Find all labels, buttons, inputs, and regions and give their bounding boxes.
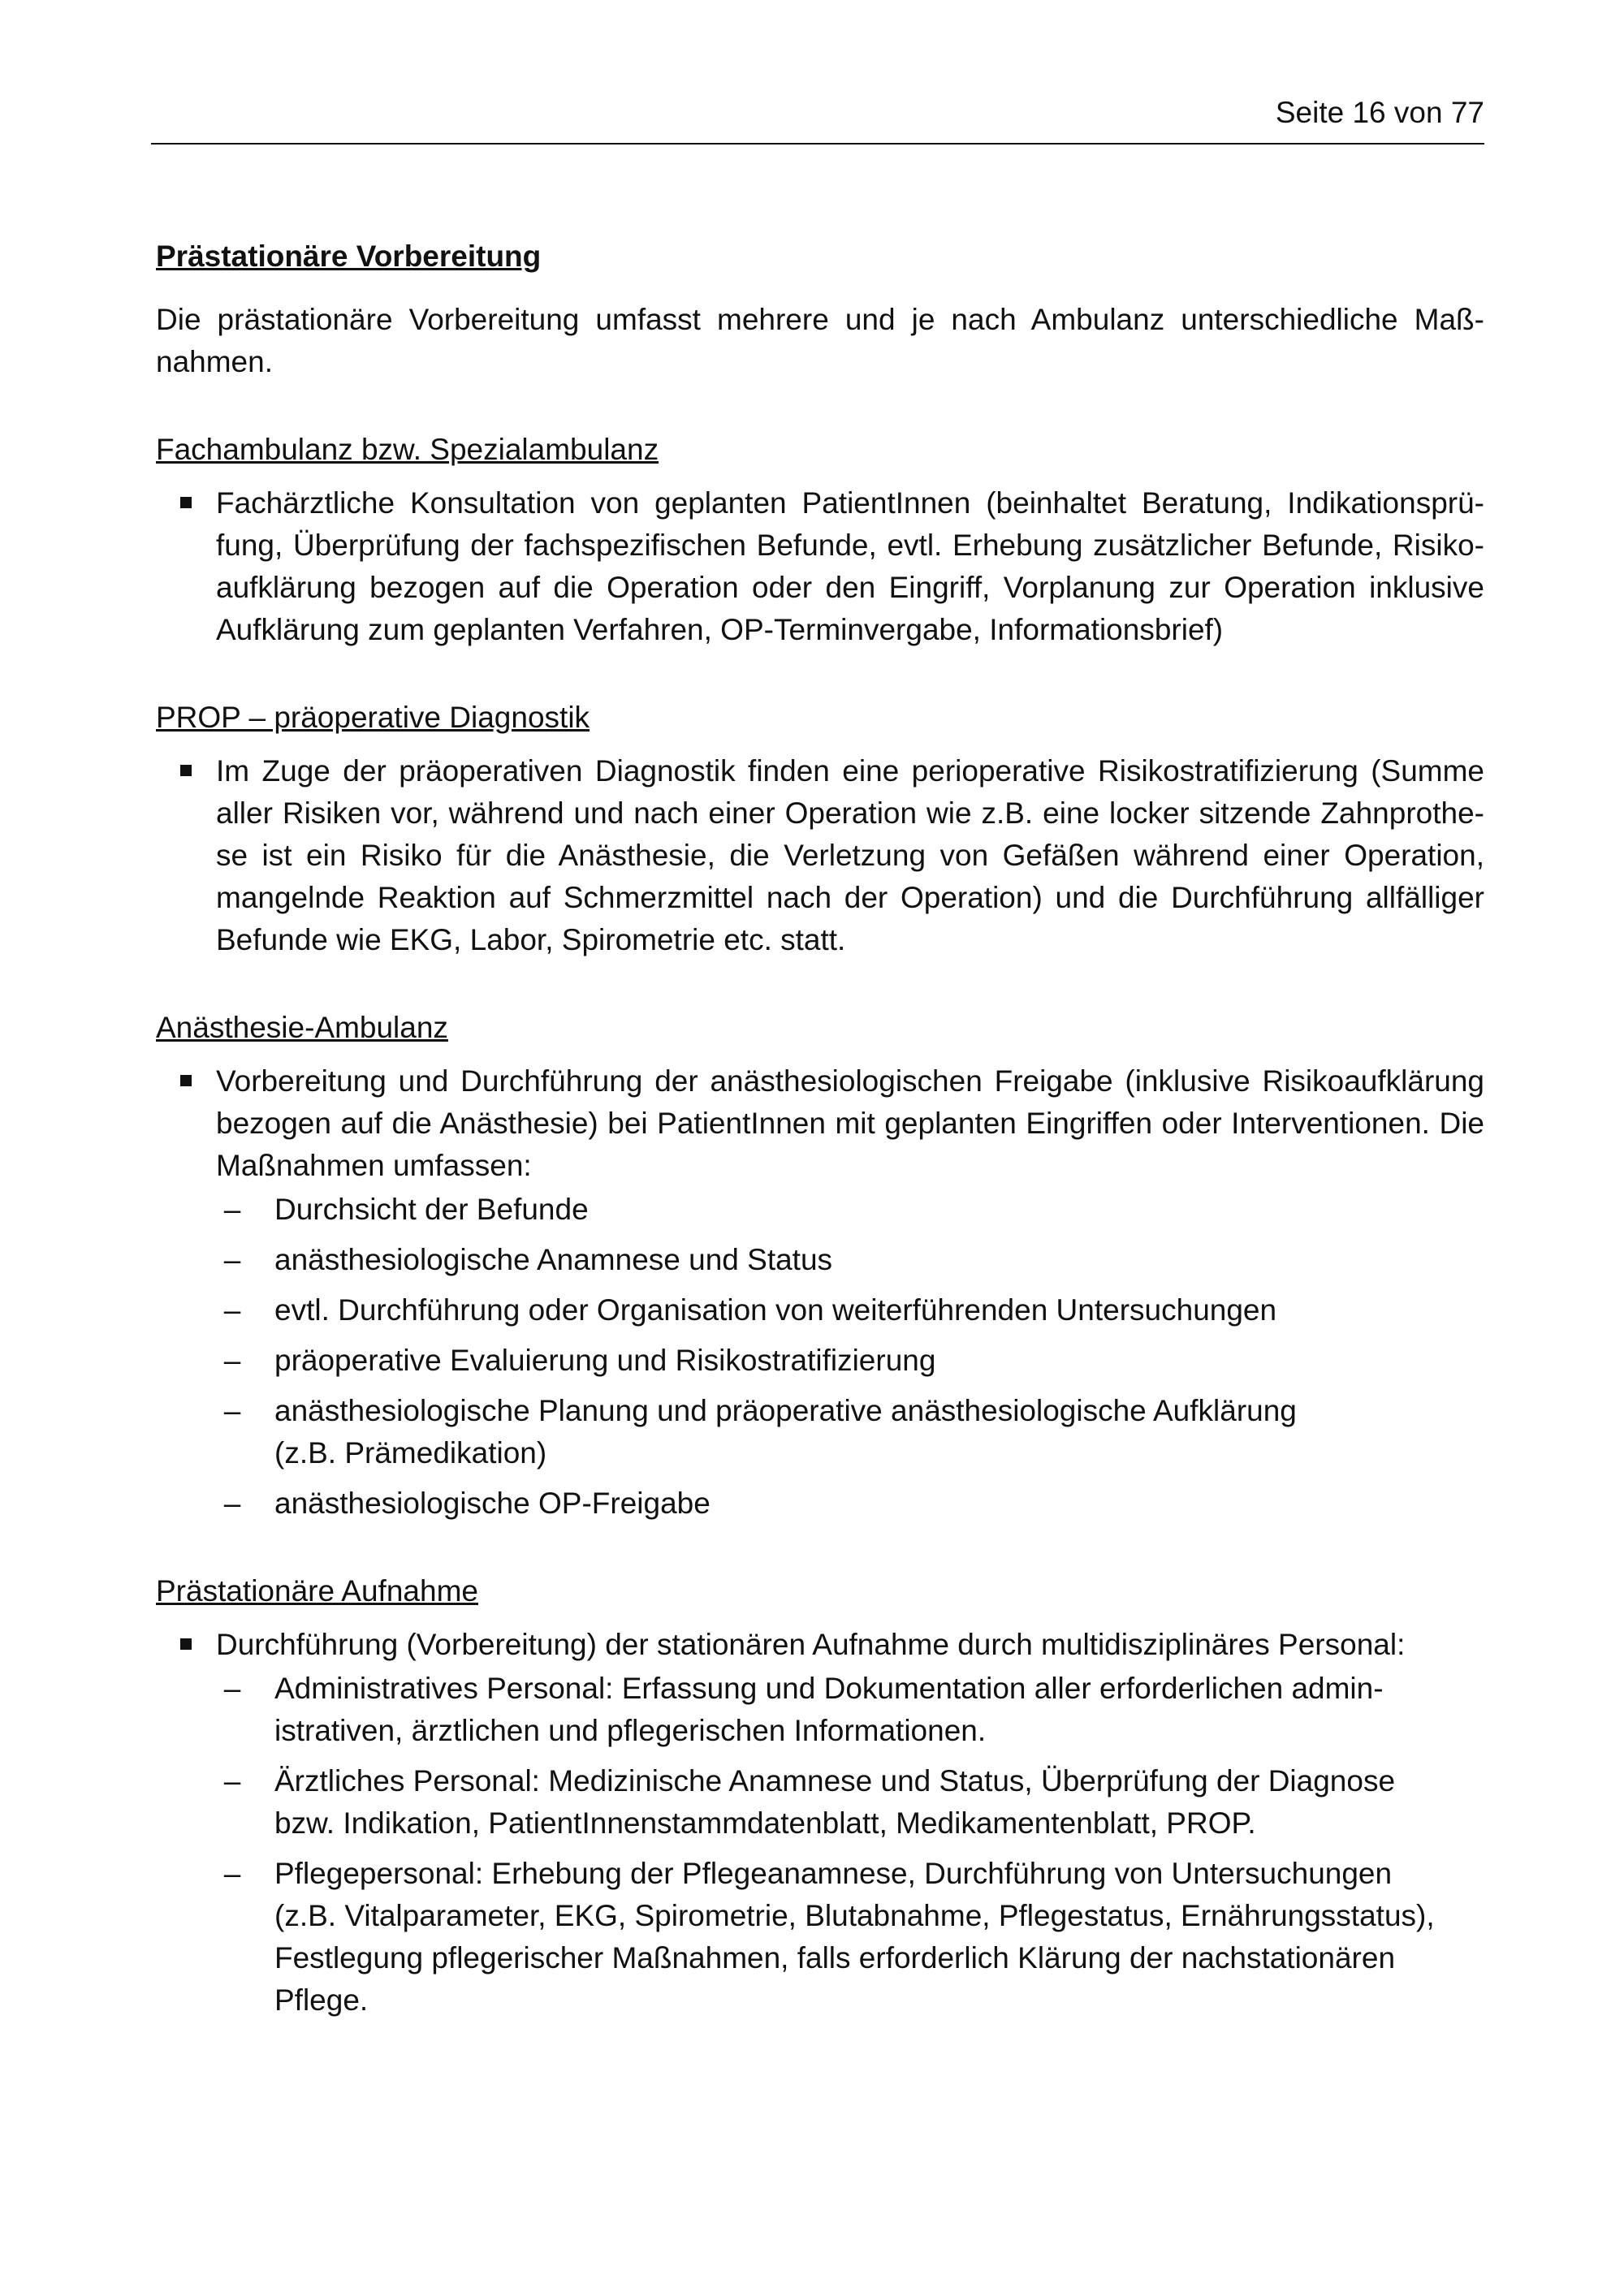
document-body [156, 235, 1484, 2067]
section-prop [156, 697, 1484, 961]
list-item: – Administratives Personal: Erfassung und Dokumentation aller erforderlichen administrativen, ärztlichen und pflegerischen Informationen. [216, 1668, 1436, 1752]
bullet-text: Fachärztliche Konsultation von geplanten PatientInnen (beinhaltet Beratung, Indikationsprüfung, Überprüfung der fachspezifischen Befunde, evtl. Erhebung zusätzlicher Befunde, Risikoaufklärung bezogen auf die Operation oder den Eingriff, Vorplanung zur Operation inklusive Aufklärung zum geplanten Verfahren, OP-Terminvergabe, Informationsbrief) [216, 486, 1484, 646]
dash-icon: – [223, 1857, 241, 1890]
page-number: Seite 16 von 77 [1275, 96, 1484, 129]
square-bullet-icon [180, 497, 192, 508]
list-item: – präoperative Evaluierung und Risikostratifizierung [216, 1340, 1484, 1382]
bullet-item [156, 1060, 1484, 1525]
dash-icon: – [223, 1344, 241, 1377]
bullet-text: Durchführung (Vorbereitung) der stationären Aufnahme durch multidisziplinäres Personal: [216, 1628, 1406, 1661]
dash-list [216, 1668, 1484, 2022]
list-item: – anästhesiologische Anamnese und Status [216, 1239, 1484, 1281]
dash-list [216, 1189, 1484, 1525]
square-bullet-icon [180, 1638, 192, 1650]
section-fachambulanz [156, 429, 1484, 651]
page-title: Prästationäre Vorbereitung [156, 240, 542, 273]
list-item: – Pflegepersonal: Erhebung der Pflegeanamnese, Durchführung von Untersuchungen (z.B. Vitalparameter, EKG, Spirometrie, Blutabnahme, Pflegestatus, Ernährungsstatus), Festlegung pflegerischer Maßnahmen, falls erforderlich Klärung der nachstationären Pflege. [216, 1853, 1436, 2022]
list-item: – anästhesiologische Planung und präoperative anästhesiologische Aufklärung (z.B. Prämedikation) [216, 1390, 1484, 1474]
intro-paragraph: Die prästationäre Vorbereitung umfasst mehrere und je nach Ambulanz unterschiedliche Maßnahmen. [156, 303, 1484, 378]
bullet-item [156, 1624, 1484, 2022]
section-anaesthesie-ambulanz [156, 1007, 1484, 1525]
bullet-item [156, 482, 1484, 651]
list-item: – Ärztliches Personal: Medizinische Anamnese und Status, Überprüfung der Diagnose bzw. Indikation, PatientInnenstammdatenblatt, Medikamentenblatt, PROP. [216, 1760, 1436, 1845]
section-heading: Anästhesie-Ambulanz [156, 1011, 448, 1044]
section-praestationaere-aufnahme [156, 1570, 1484, 2022]
list-item: – Durchsicht der Befunde [216, 1189, 1484, 1231]
bullet-text: Vorbereitung und Durchführung der anästhesiologischen Freigabe (inklusive Risikoaufklärung bezogen auf die Anästhesie) bei PatientInnen mit geplanten Eingriffen oder Interventionen. Die Maßnahmen umfassen: [216, 1064, 1484, 1182]
dash-icon: – [223, 1243, 241, 1276]
square-bullet-icon [180, 765, 192, 776]
list-item: – anästhesiologische OP-Freigabe [216, 1482, 1484, 1525]
dash-icon: – [223, 1672, 241, 1705]
section-heading: Prästationäre Aufnahme [156, 1574, 478, 1608]
section-heading: Fachambulanz bzw. Spezialambulanz [156, 433, 659, 466]
bullet-text: Im Zuge der präoperativen Diagnostik finden eine perioperative Risikostratifizierung (Summe aller Risiken vor, während und nach einer Operation wie z.B. eine locker sitzende Zahnprothese ist ein Risiko für die Anästhesie, die Verletzung von Gefäßen während einer Operation, mangelnde Reaktion auf Schmerzmittel nach der Operation) und die Durchführung allfälliger Befunde wie EKG, Labor, Spirometrie etc. statt. [216, 754, 1484, 956]
dash-icon: – [223, 1764, 241, 1798]
dash-icon: – [223, 1293, 241, 1327]
bullet-item [156, 750, 1484, 961]
dash-icon: – [223, 1193, 241, 1226]
dash-icon: – [223, 1487, 241, 1520]
list-item: – evtl. Durchführung oder Organisation von weiterführenden Untersuchungen [216, 1289, 1484, 1331]
square-bullet-icon [180, 1075, 192, 1086]
section-heading: PROP – präoperative Diagnostik [156, 701, 590, 734]
page-header [151, 88, 1484, 145]
dash-icon: – [223, 1394, 241, 1427]
